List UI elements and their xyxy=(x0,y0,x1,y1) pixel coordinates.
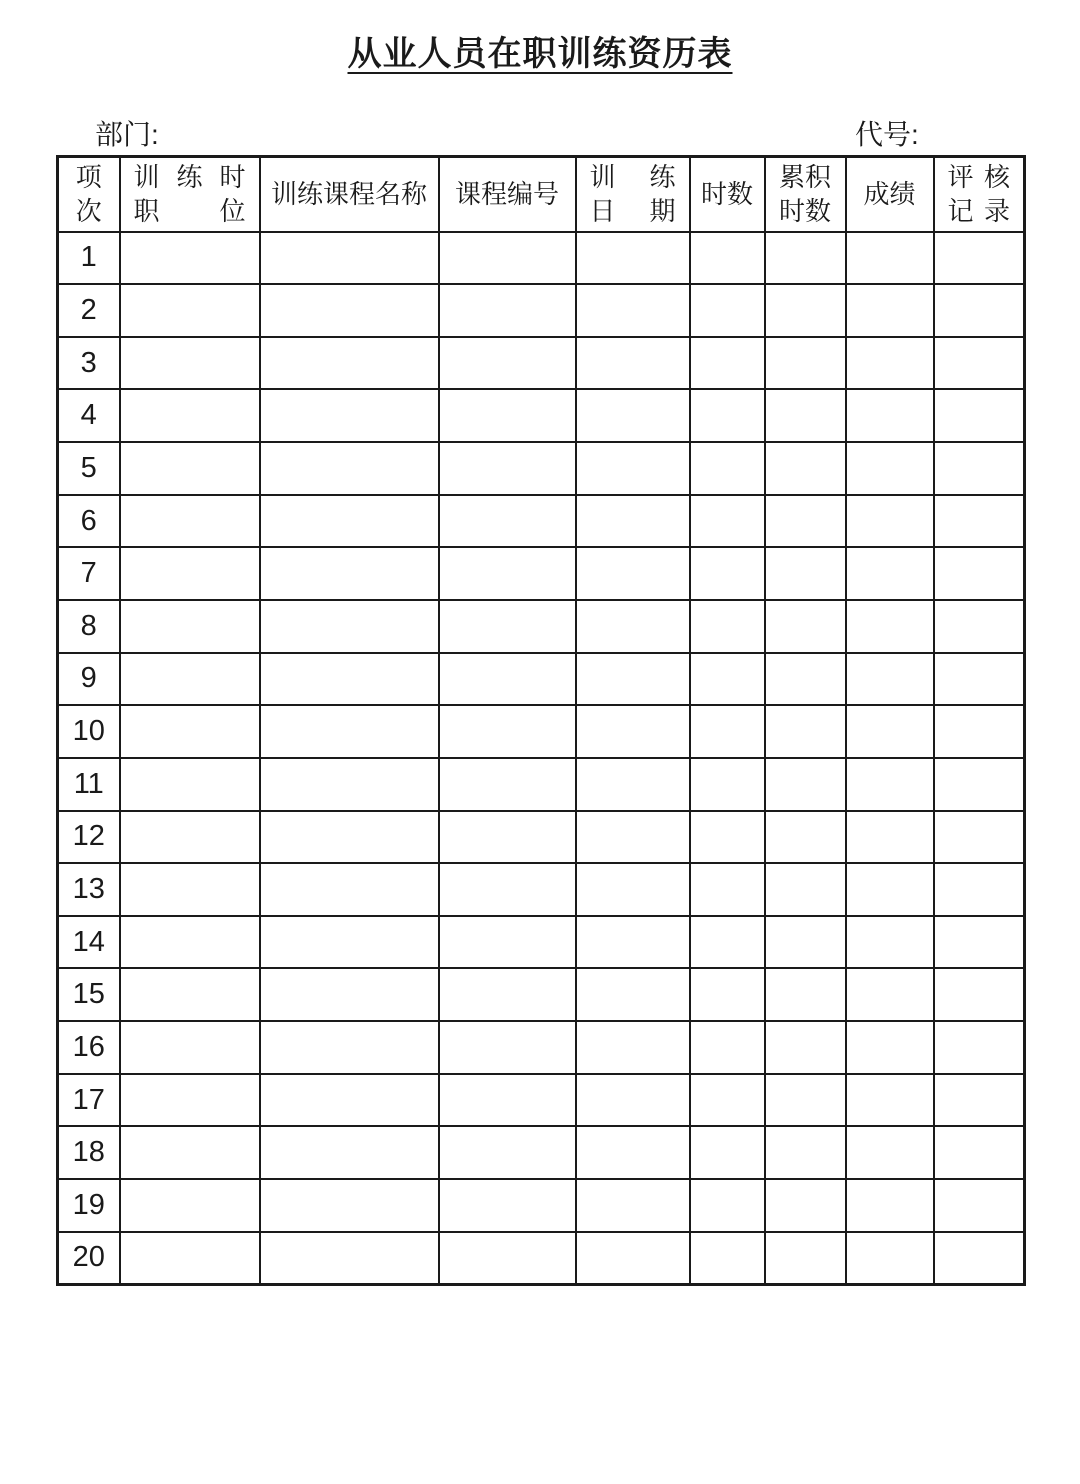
empty-cell xyxy=(439,389,576,442)
empty-cell xyxy=(934,705,1025,758)
table-row xyxy=(58,284,1025,337)
training-record-table xyxy=(56,155,1026,1286)
empty-cell xyxy=(576,811,690,864)
empty-cell xyxy=(765,232,846,285)
empty-cell xyxy=(846,758,934,811)
empty-cell xyxy=(260,600,439,653)
empty-cell xyxy=(260,284,439,337)
empty-cell xyxy=(439,1126,576,1179)
empty-cell xyxy=(260,1179,439,1232)
empty-cell xyxy=(765,758,846,811)
empty-cell xyxy=(846,863,934,916)
empty-cell xyxy=(846,1126,934,1179)
empty-cell xyxy=(765,968,846,1021)
table-row xyxy=(58,1126,1025,1179)
empty-cell xyxy=(439,1074,576,1127)
empty-cell xyxy=(690,1126,765,1179)
empty-cell xyxy=(846,389,934,442)
empty-cell xyxy=(846,653,934,706)
column-header-score: 成绩 xyxy=(846,157,934,232)
empty-cell xyxy=(690,389,765,442)
empty-cell xyxy=(576,232,690,285)
row-number: 13 xyxy=(58,863,120,916)
empty-cell xyxy=(120,284,260,337)
row-number: 7 xyxy=(58,547,120,600)
row-number: 6 xyxy=(58,495,120,548)
empty-cell xyxy=(934,1021,1025,1074)
empty-cell xyxy=(576,1126,690,1179)
empty-cell xyxy=(934,1232,1025,1285)
empty-cell xyxy=(576,337,690,390)
table-row xyxy=(58,389,1025,442)
department-label: 部门: xyxy=(95,119,159,150)
empty-cell xyxy=(260,863,439,916)
row-number: 4 xyxy=(58,389,120,442)
column-header-hours: 时数 xyxy=(690,157,765,232)
row-number: 14 xyxy=(58,916,120,969)
table-row xyxy=(58,863,1025,916)
table-row xyxy=(58,758,1025,811)
table-header xyxy=(58,157,1025,232)
empty-cell xyxy=(690,811,765,864)
empty-cell xyxy=(439,811,576,864)
empty-cell xyxy=(690,284,765,337)
empty-cell xyxy=(120,1179,260,1232)
empty-cell xyxy=(765,600,846,653)
empty-cell xyxy=(765,442,846,495)
empty-cell xyxy=(846,337,934,390)
empty-cell xyxy=(690,337,765,390)
empty-cell xyxy=(439,600,576,653)
empty-cell xyxy=(439,1232,576,1285)
empty-cell xyxy=(934,495,1025,548)
column-header-review-record: 评 核 记 录 xyxy=(934,157,1025,232)
empty-cell xyxy=(120,1232,260,1285)
empty-cell xyxy=(765,705,846,758)
column-header-item-no: 项 次 xyxy=(58,157,120,232)
empty-cell xyxy=(120,968,260,1021)
table-row xyxy=(58,232,1025,285)
empty-cell xyxy=(934,1126,1025,1179)
empty-cell xyxy=(260,1021,439,1074)
empty-cell xyxy=(439,232,576,285)
empty-cell xyxy=(934,968,1025,1021)
empty-cell xyxy=(846,600,934,653)
empty-cell xyxy=(120,1021,260,1074)
empty-cell xyxy=(934,863,1025,916)
empty-cell xyxy=(576,653,690,706)
empty-cell xyxy=(120,1074,260,1127)
empty-cell xyxy=(576,389,690,442)
empty-cell xyxy=(934,337,1025,390)
empty-cell xyxy=(576,442,690,495)
empty-cell xyxy=(690,1232,765,1285)
empty-cell xyxy=(120,863,260,916)
empty-cell xyxy=(439,284,576,337)
empty-cell xyxy=(120,758,260,811)
row-number: 2 xyxy=(58,284,120,337)
column-header-position-when-trained: 训 练 时 职 位 xyxy=(120,157,260,232)
row-number: 18 xyxy=(58,1126,120,1179)
empty-cell xyxy=(765,547,846,600)
empty-cell xyxy=(846,1021,934,1074)
empty-cell xyxy=(690,495,765,548)
header-row xyxy=(58,157,1025,232)
empty-cell xyxy=(260,916,439,969)
empty-cell xyxy=(846,705,934,758)
empty-cell xyxy=(690,1021,765,1074)
row-number: 5 xyxy=(58,442,120,495)
empty-cell xyxy=(690,547,765,600)
empty-cell xyxy=(260,1126,439,1179)
empty-cell xyxy=(934,916,1025,969)
table-row xyxy=(58,1074,1025,1127)
empty-cell xyxy=(846,968,934,1021)
empty-cell xyxy=(120,442,260,495)
table-row xyxy=(58,547,1025,600)
empty-cell xyxy=(846,232,934,285)
empty-cell xyxy=(765,1021,846,1074)
empty-cell xyxy=(765,653,846,706)
empty-cell xyxy=(260,495,439,548)
empty-cell xyxy=(690,705,765,758)
empty-cell xyxy=(765,337,846,390)
column-header-course-name: 训练课程名称 xyxy=(260,157,439,232)
empty-cell xyxy=(846,1179,934,1232)
empty-cell xyxy=(439,653,576,706)
table-row xyxy=(58,442,1025,495)
empty-cell xyxy=(120,337,260,390)
empty-cell xyxy=(576,705,690,758)
empty-cell xyxy=(934,442,1025,495)
empty-cell xyxy=(934,232,1025,285)
empty-cell xyxy=(846,442,934,495)
table-row xyxy=(58,653,1025,706)
empty-cell xyxy=(439,442,576,495)
empty-cell xyxy=(846,1232,934,1285)
empty-cell xyxy=(120,547,260,600)
empty-cell xyxy=(260,1232,439,1285)
empty-cell xyxy=(846,811,934,864)
empty-cell xyxy=(260,389,439,442)
empty-cell xyxy=(439,863,576,916)
row-number: 19 xyxy=(58,1179,120,1232)
empty-cell xyxy=(846,916,934,969)
empty-cell xyxy=(690,232,765,285)
empty-cell xyxy=(120,389,260,442)
table-row xyxy=(58,811,1025,864)
empty-cell xyxy=(934,653,1025,706)
empty-cell xyxy=(765,863,846,916)
empty-cell xyxy=(690,1179,765,1232)
row-number: 17 xyxy=(58,1074,120,1127)
empty-cell xyxy=(846,284,934,337)
empty-cell xyxy=(260,1074,439,1127)
empty-cell xyxy=(439,1179,576,1232)
empty-cell xyxy=(846,495,934,548)
empty-cell xyxy=(439,1021,576,1074)
empty-cell xyxy=(439,337,576,390)
code-label: 代号: xyxy=(855,119,919,150)
table-row xyxy=(58,968,1025,1021)
row-number: 15 xyxy=(58,968,120,1021)
empty-cell xyxy=(120,600,260,653)
table-row xyxy=(58,916,1025,969)
empty-cell xyxy=(120,495,260,548)
empty-cell xyxy=(120,1126,260,1179)
empty-cell xyxy=(576,600,690,653)
empty-cell xyxy=(439,495,576,548)
empty-cell xyxy=(765,916,846,969)
empty-cell xyxy=(120,811,260,864)
empty-cell xyxy=(439,916,576,969)
empty-cell xyxy=(690,863,765,916)
empty-cell xyxy=(260,968,439,1021)
empty-cell xyxy=(576,284,690,337)
row-number: 1 xyxy=(58,232,120,285)
empty-cell xyxy=(934,600,1025,653)
empty-cell xyxy=(576,863,690,916)
empty-cell xyxy=(690,968,765,1021)
empty-cell xyxy=(846,1074,934,1127)
row-number: 12 xyxy=(58,811,120,864)
empty-cell xyxy=(260,547,439,600)
row-number: 10 xyxy=(58,705,120,758)
empty-cell xyxy=(846,547,934,600)
empty-cell xyxy=(765,811,846,864)
empty-cell xyxy=(934,284,1025,337)
empty-cell xyxy=(934,758,1025,811)
empty-cell xyxy=(934,811,1025,864)
empty-cell xyxy=(576,1074,690,1127)
empty-cell xyxy=(260,811,439,864)
empty-cell xyxy=(120,653,260,706)
empty-cell xyxy=(576,1179,690,1232)
empty-cell xyxy=(934,547,1025,600)
table-body xyxy=(58,232,1025,1285)
row-number: 11 xyxy=(58,758,120,811)
empty-cell xyxy=(765,1074,846,1127)
empty-cell xyxy=(690,442,765,495)
empty-cell xyxy=(690,916,765,969)
empty-cell xyxy=(934,389,1025,442)
form-title: 从业人员在职训练资历表 xyxy=(347,35,733,73)
empty-cell xyxy=(260,653,439,706)
row-number: 20 xyxy=(58,1232,120,1285)
table-row xyxy=(58,705,1025,758)
empty-cell xyxy=(120,705,260,758)
empty-cell xyxy=(765,284,846,337)
column-header-course-code: 课程编号 xyxy=(439,157,576,232)
empty-cell xyxy=(576,968,690,1021)
empty-cell xyxy=(260,232,439,285)
table-row xyxy=(58,337,1025,390)
table-row xyxy=(58,600,1025,653)
column-header-training-date: 训 练 日 期 xyxy=(576,157,690,232)
empty-cell xyxy=(439,968,576,1021)
row-number: 8 xyxy=(58,600,120,653)
empty-cell xyxy=(576,547,690,600)
empty-cell xyxy=(260,442,439,495)
empty-cell xyxy=(765,1179,846,1232)
empty-cell xyxy=(439,705,576,758)
row-number: 3 xyxy=(58,337,120,390)
empty-cell xyxy=(765,389,846,442)
empty-cell xyxy=(690,600,765,653)
empty-cell xyxy=(576,1021,690,1074)
empty-cell xyxy=(260,337,439,390)
empty-cell xyxy=(260,705,439,758)
empty-cell xyxy=(765,495,846,548)
empty-cell xyxy=(576,1232,690,1285)
empty-cell xyxy=(120,232,260,285)
row-number: 16 xyxy=(58,1021,120,1074)
empty-cell xyxy=(576,916,690,969)
empty-cell xyxy=(576,495,690,548)
empty-cell xyxy=(934,1074,1025,1127)
table-row xyxy=(58,1179,1025,1232)
empty-cell xyxy=(439,547,576,600)
empty-cell xyxy=(690,758,765,811)
table-row xyxy=(58,1021,1025,1074)
empty-cell xyxy=(260,758,439,811)
empty-cell xyxy=(576,758,690,811)
row-number: 9 xyxy=(58,653,120,706)
column-header-cumulative-hours: 累积 时数 xyxy=(765,157,846,232)
table-row xyxy=(58,495,1025,548)
empty-cell xyxy=(690,1074,765,1127)
table-row xyxy=(58,1232,1025,1285)
empty-cell xyxy=(934,1179,1025,1232)
empty-cell xyxy=(690,653,765,706)
empty-cell xyxy=(120,916,260,969)
empty-cell xyxy=(439,758,576,811)
empty-cell xyxy=(765,1126,846,1179)
empty-cell xyxy=(765,1232,846,1285)
